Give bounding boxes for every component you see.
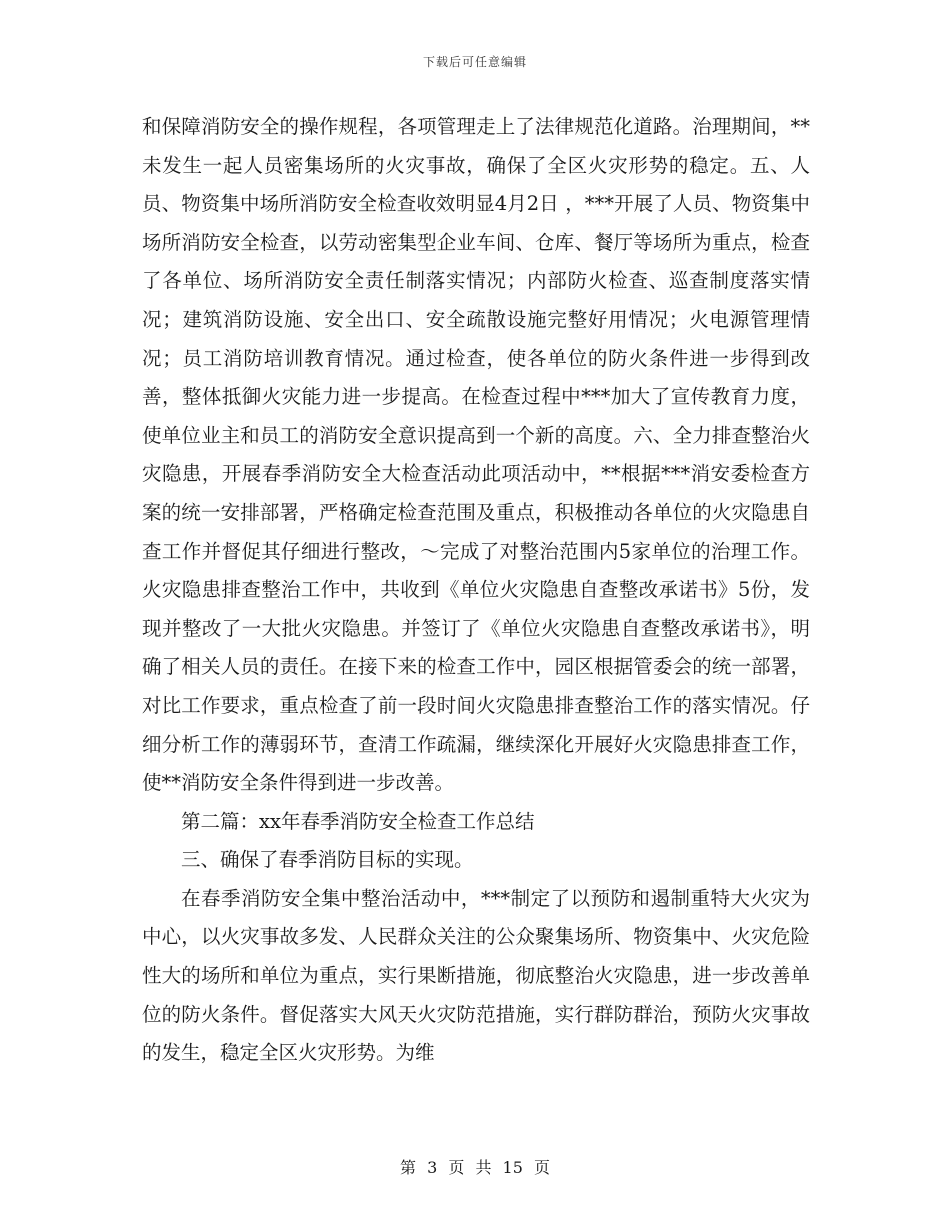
header-note: 下载后可任意编辑 xyxy=(422,55,527,69)
document-body xyxy=(142,108,810,1073)
section-title: 第二篇：xx年春季消防安全检查工作总结 xyxy=(181,809,535,833)
paragraph-1: 和保障消防安全的操作规程，各项管理走上了法律规范化道路。治理期间，**未发生一起人员密集场所的火灾事故，确保了全区火灾形势的稳定。五、人员、物资集中场所消防安全检查收效明显4月2日 ，***开展了人员、物资集中场所消防安全检查，以劳动密集型企业车间、仓库、餐厅等场所为重点，检查了各单位、场所消防安全责任制落实情况；内部防火检查、巡查制度落实情况；建筑消防设施、安全出口、安全疏散设施完整好用情况；火电源管理情况；员工消防培训教育情况。通过检查，使各单位的防火条件进一步得到改善，整体抵御火灾能力进一步提高。在检查过程中***加大了宣传教育力度，使单位业主和员工的消防安全意识提高到一个新的高度。六、全力排查整治火灾隐患，开展春季消防安全大检查活动此项活动中，**根据***消安委检查方案的统一安排部署，严格确定检查范围及重点，积极推动各单位的火灾隐患自查工作并督促其仔细进行整改，～完成了对整治范围内5家单位的治理工作。火灾隐患排查整治工作中，共收到《单位火灾隐患自查整改承诺书》5份，发现并整改了一大批火灾隐患。并签订了《单位火灾隐患自查整改承诺书》，明确了相关人员的责任。在接下来的检查工作中，园区根据管委会的统一部署，对比工作要求，重点检查了前一段时间火灾隐患排查整治工作的落实情况。仔细分析工作的薄弱环节，查清工作疏漏，继续深化开展好火灾隐患排查工作，使**消防安全条件得到进一步改善。 xyxy=(142,115,810,795)
page-number: 第 3 页 共 15 页 xyxy=(400,1158,550,1177)
subsection-title: 三、确保了春季消防目标的实现。 xyxy=(181,848,474,872)
paragraph-4: 在春季消防安全集中整治活动中，***制定了以预防和遏制重特大火灾为中心，以火灾事故多发、人民群众关注的公众聚集场所、物资集中、火灾危险性大的场所和单位为重点，实行果断措施，彻底整治火灾隐患，进一步改善单位的防火条件。督促落实大风天火灾防范措施，实行群防群治，预防火灾事故的发生，稳定全区火灾形势。为维 xyxy=(142,886,810,1065)
